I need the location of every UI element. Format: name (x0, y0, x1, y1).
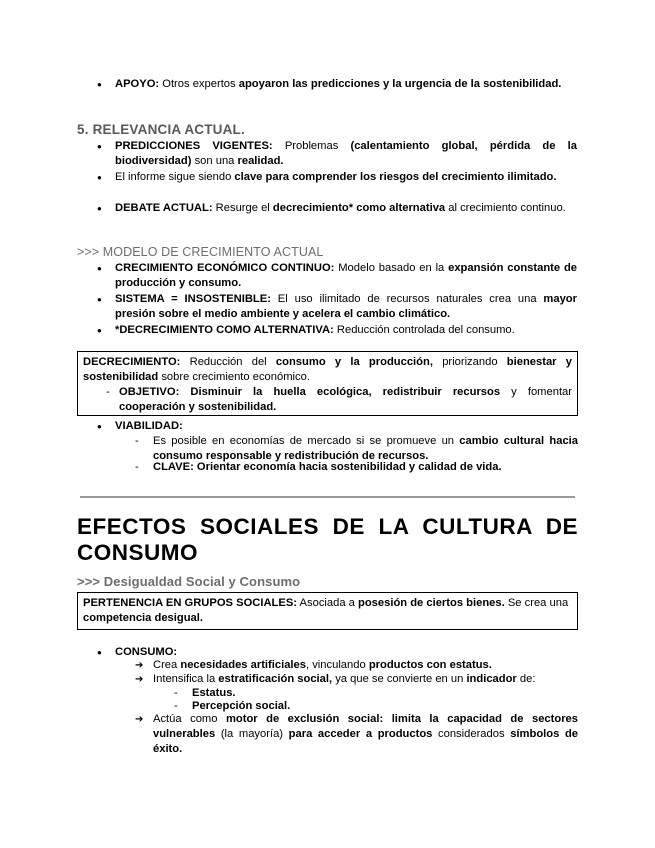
pertenencia-bold-2: competencia desigual. (83, 612, 203, 624)
debate-bold: decrecimiento* como alternativa (272, 202, 446, 214)
consumo-arrow-3-text-2: (la mayoría) (215, 728, 289, 740)
pertenencia-text-1: Asociada a (297, 597, 358, 609)
objetivo-text: y fomentar (500, 386, 573, 398)
consumo-sub-2-text: Percepción social. (192, 700, 291, 712)
decrecimiento-text-3: sobre crecimiento económico. (158, 371, 310, 383)
consumo-label: CONSUMO: (115, 646, 178, 658)
viabilidad-clave: CLAVE: Orientar economía hacia sostenibilidad y calidad de vida. (153, 461, 502, 473)
viabilidad-dash-1-bold: cambio cultural hacia consumo responsable y redistribución de recursos. (153, 435, 578, 462)
modelo-item-1 (97, 261, 577, 291)
modelo-item-2-bold: mayor presión sobre el medio ambiente y acelera el cambio climático. (115, 293, 577, 320)
informe-bullet (97, 170, 577, 185)
predicciones-bold-1: (calentamiento global, pérdida de la biodiversidad) (115, 140, 577, 167)
apoyo-text: Otros expertos (159, 78, 239, 90)
consumo-arrow-1-text-2: , vinculando (305, 659, 369, 671)
apoyo-label: APOYO: (115, 78, 160, 90)
predicciones-text-2: son una (191, 155, 238, 167)
consumo-arrow-2-text-3: de: (516, 673, 536, 685)
modelo-item-1-text: Modelo basado en la (334, 262, 449, 274)
consumo-sub-1-text: Estatus. (192, 687, 236, 699)
predicciones-bold-2: realidad. (237, 155, 284, 167)
decrecimiento-text-1: Reducción del (180, 356, 276, 368)
debate-label: DEBATE ACTUAL: (115, 202, 213, 214)
decrecimiento-definition (83, 355, 572, 385)
consumo-arrow-3-text-1: Actúa como (153, 713, 226, 725)
debate-text-1: Resurge el (212, 202, 273, 214)
informe-bold: clave para comprender los riesgos del crecimiento ilimitado. (234, 171, 557, 183)
informe-text: El informe sigue siendo (115, 171, 235, 183)
predicciones-label: PREDICCIONES VIGENTES: (115, 140, 273, 152)
modelo-item-2-text: El uso ilimitado de recursos naturales crea una (270, 293, 544, 305)
debate-bullet (97, 201, 577, 216)
consumo-arrow-2 (135, 672, 578, 687)
section-5-title: 5. RELEVANCIA ACTUAL. (77, 122, 245, 137)
modelo-item-3 (97, 323, 577, 338)
section-divider (80, 496, 575, 498)
apoyo-bullet (97, 77, 577, 92)
predicciones-bullet (97, 139, 577, 169)
consumo-arrow-1-text-1: Crea (153, 659, 181, 671)
modelo-item-3-label: *DECRECIMIENTO COMO ALTERNATIVA: (115, 324, 334, 336)
consumo-arrow-2-bold-1: estratificación social, (218, 673, 333, 685)
objetivo-item (83, 385, 572, 415)
consumo-arrow-1-bold-2: productos con estatus. (368, 659, 492, 671)
decrecimiento-label: DECRECIMIENTO: (83, 356, 181, 368)
consumo-arrow-3-bold-1: motor de exclusión social: limita la capacidad de sectores vulnerables (153, 713, 579, 740)
efectos-title: EFECTOS SOCIALES DE LA CULTURA DE CONSUMO (77, 514, 578, 565)
consumo-arrow-2-bold-2: indicador (466, 673, 517, 685)
consumo-arrow-3-bold-3: símbolos de éxito. (153, 728, 578, 755)
modelo-item-1-bold: expansión constante de producción y consumo. (115, 262, 577, 289)
pertenencia-box (77, 592, 578, 630)
consumo-arrow-1 (135, 658, 578, 673)
objetivo-bold-2: cooperación y sostenibilidad. (119, 401, 277, 413)
viabilidad-dash-2 (135, 460, 578, 475)
modelo-item-2-label: SISTEMA = INSOSTENIBLE: (115, 293, 271, 305)
viabilidad-bullet (97, 419, 577, 434)
predicciones-text-1: Problemas (272, 140, 351, 152)
modelo-item-2 (97, 292, 577, 322)
consumo-arrow-3-bold-2: para acceder a productos (288, 728, 433, 740)
objetivo-bold-1: Disminuir la huella ecológica, redistribuir recursos (179, 386, 501, 398)
pertenencia-text-2: Se crea una (504, 597, 569, 609)
decrecimiento-text-2: priorizando (432, 356, 507, 368)
desigualdad-heading: >>> Desigualdad Social y Consumo (77, 574, 301, 589)
consumo-arrow-3-text-3: considerados (432, 728, 511, 740)
modelo-heading: >>> MODELO DE CRECIMIENTO ACTUAL (77, 245, 324, 259)
modelo-item-3-text: Reducción controlada del consumo. (333, 324, 515, 336)
consumo-arrow-2-text-2: ya que se convierte en un (332, 673, 467, 685)
pertenencia-label: PERTENENCIA EN GRUPOS SOCIALES: (83, 597, 298, 609)
viabilidad-dash-1-text: Es posible en economías de mercado si se promueve un (153, 435, 460, 447)
apoyo-bold: apoyaron las predicciones y la urgencia de la sostenibilidad. (238, 78, 562, 90)
debate-text-2: al crecimiento continuo. (445, 202, 566, 214)
consumo-arrow-3 (135, 712, 578, 757)
modelo-item-1-label: CRECIMIENTO ECONÓMICO CONTINUO: (115, 262, 335, 274)
pertenencia-bold-1: posesión de ciertos bienes. (358, 597, 505, 609)
consumo-arrow-2-text-1: Intensifica la (153, 673, 219, 685)
decrecimiento-bold-2: bienestar y sostenibilidad (83, 356, 573, 383)
decrecimiento-bold-1: consumo y la producción, (275, 356, 433, 368)
consumo-arrow-1-bold-1: necesidades artificiales (180, 659, 306, 671)
decrecimiento-box (77, 351, 578, 416)
objetivo-label: OBJETIVO: (119, 386, 180, 398)
viabilidad-label: VIABILIDAD: (115, 420, 183, 432)
